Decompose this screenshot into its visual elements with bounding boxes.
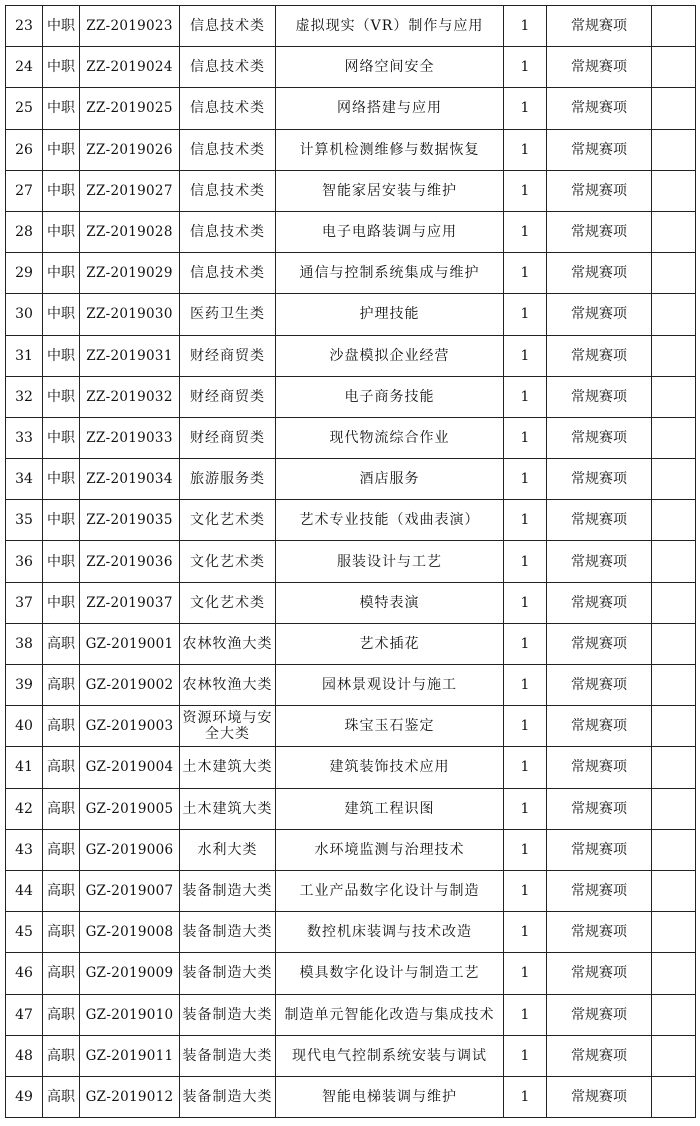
event-type-cell: 常规赛项 (547, 829, 652, 870)
count-cell: 1 (504, 335, 547, 376)
category-cell: 土木建筑大类 (180, 747, 276, 788)
table-row (6, 747, 696, 788)
row-number-cell: 48 (6, 1035, 43, 1076)
category-cell: 装备制造大类 (180, 912, 276, 953)
category-cell: 装备制造大类 (180, 994, 276, 1035)
edge-cell (652, 994, 696, 1035)
code-cell: ZZ-2019027 (80, 170, 180, 211)
row-number-cell: 37 (6, 582, 43, 623)
event-name-cell: 制造单元智能化改造与集成技术 (276, 994, 504, 1035)
event-name-cell: 护理技能 (276, 294, 504, 335)
edge-cell (652, 376, 696, 417)
row-number-cell: 32 (6, 376, 43, 417)
event-name-cell: 服装设计与工艺 (276, 541, 504, 582)
event-type-cell: 常规赛项 (547, 747, 652, 788)
code-cell: GZ-2019004 (80, 747, 180, 788)
category-cell: 旅游服务类 (180, 459, 276, 500)
row-number-cell: 35 (6, 500, 43, 541)
event-type-cell: 常规赛项 (547, 706, 652, 747)
edge-cell (652, 6, 696, 47)
event-type-cell: 常规赛项 (547, 129, 652, 170)
row-number-cell: 41 (6, 747, 43, 788)
event-type-cell: 常规赛项 (547, 6, 652, 47)
category-cell: 财经商贸类 (180, 376, 276, 417)
count-cell: 1 (504, 870, 547, 911)
count-cell: 1 (504, 582, 547, 623)
event-name-cell: 工业产品数字化设计与制造 (276, 870, 504, 911)
level-cell: 中职 (43, 541, 80, 582)
level-cell: 中职 (43, 582, 80, 623)
table-row (6, 665, 696, 706)
event-name-cell: 通信与控制系统集成与维护 (276, 253, 504, 294)
row-number-cell: 39 (6, 665, 43, 706)
edge-cell (652, 870, 696, 911)
event-name-cell: 数控机床装调与技术改造 (276, 912, 504, 953)
level-cell: 中职 (43, 88, 80, 129)
event-type-cell: 常规赛项 (547, 912, 652, 953)
count-cell: 1 (504, 1035, 547, 1076)
competition-table (5, 5, 696, 1118)
event-name-cell: 计算机检测维修与数据恢复 (276, 129, 504, 170)
level-cell: 中职 (43, 253, 80, 294)
code-cell: ZZ-2019034 (80, 459, 180, 500)
count-cell: 1 (504, 88, 547, 129)
count-cell: 1 (504, 912, 547, 953)
table-row (6, 376, 696, 417)
level-cell: 中职 (43, 500, 80, 541)
category-cell: 水利大类 (180, 829, 276, 870)
edge-cell (652, 706, 696, 747)
level-cell: 高职 (43, 912, 80, 953)
edge-cell (652, 953, 696, 994)
event-name-cell: 艺术插花 (276, 623, 504, 664)
event-type-cell: 常规赛项 (547, 665, 652, 706)
row-number-cell: 43 (6, 829, 43, 870)
level-cell: 高职 (43, 1035, 80, 1076)
edge-cell (652, 500, 696, 541)
level-cell: 高职 (43, 994, 80, 1035)
event-name-cell: 模具数字化设计与制造工艺 (276, 953, 504, 994)
category-cell: 文化艺术类 (180, 500, 276, 541)
count-cell: 1 (504, 129, 547, 170)
category-cell: 文化艺术类 (180, 541, 276, 582)
code-cell: GZ-2019005 (80, 788, 180, 829)
count-cell: 1 (504, 1076, 547, 1117)
event-name-cell: 电子电路装调与应用 (276, 211, 504, 252)
table-row (6, 170, 696, 211)
code-cell: ZZ-2019029 (80, 253, 180, 294)
count-cell: 1 (504, 623, 547, 664)
edge-cell (652, 829, 696, 870)
count-cell: 1 (504, 459, 547, 500)
event-type-cell: 常规赛项 (547, 500, 652, 541)
table-row (6, 1076, 696, 1117)
count-cell: 1 (504, 376, 547, 417)
row-number-cell: 40 (6, 706, 43, 747)
row-number-cell: 46 (6, 953, 43, 994)
category-cell: 土木建筑大类 (180, 788, 276, 829)
event-name-cell: 酒店服务 (276, 459, 504, 500)
count-cell: 1 (504, 500, 547, 541)
row-number-cell: 25 (6, 88, 43, 129)
table-row (6, 1035, 696, 1076)
count-cell: 1 (504, 788, 547, 829)
code-cell: GZ-2019010 (80, 994, 180, 1035)
event-type-cell: 常规赛项 (547, 47, 652, 88)
level-cell: 高职 (43, 953, 80, 994)
table-row (6, 706, 696, 747)
row-number-cell: 44 (6, 870, 43, 911)
event-type-cell: 常规赛项 (547, 870, 652, 911)
category-cell: 信息技术类 (180, 253, 276, 294)
event-type-cell: 常规赛项 (547, 170, 652, 211)
level-cell: 高职 (43, 1076, 80, 1117)
code-cell: ZZ-2019032 (80, 376, 180, 417)
event-type-cell: 常规赛项 (547, 788, 652, 829)
row-number-cell: 47 (6, 994, 43, 1035)
row-number-cell: 29 (6, 253, 43, 294)
category-cell: 装备制造大类 (180, 1035, 276, 1076)
count-cell: 1 (504, 211, 547, 252)
category-cell: 信息技术类 (180, 211, 276, 252)
table-row (6, 829, 696, 870)
event-type-cell: 常规赛项 (547, 953, 652, 994)
edge-cell (652, 88, 696, 129)
category-cell: 财经商贸类 (180, 335, 276, 376)
edge-cell (652, 417, 696, 458)
category-cell: 信息技术类 (180, 47, 276, 88)
category-cell: 信息技术类 (180, 129, 276, 170)
edge-cell (652, 1035, 696, 1076)
edge-cell (652, 211, 696, 252)
level-cell: 中职 (43, 129, 80, 170)
edge-cell (652, 665, 696, 706)
code-cell: GZ-2019011 (80, 1035, 180, 1076)
event-name-cell: 电子商务技能 (276, 376, 504, 417)
table-row (6, 129, 696, 170)
level-cell: 中职 (43, 170, 80, 211)
row-number-cell: 26 (6, 129, 43, 170)
table-body (6, 6, 696, 1118)
row-number-cell: 38 (6, 623, 43, 664)
edge-cell (652, 335, 696, 376)
edge-cell (652, 912, 696, 953)
row-number-cell: 49 (6, 1076, 43, 1117)
row-number-cell: 28 (6, 211, 43, 252)
level-cell: 中职 (43, 335, 80, 376)
event-type-cell: 常规赛项 (547, 88, 652, 129)
code-cell: ZZ-2019035 (80, 500, 180, 541)
event-name-cell: 水环境监测与治理技术 (276, 829, 504, 870)
category-cell: 财经商贸类 (180, 417, 276, 458)
event-type-cell: 常规赛项 (547, 459, 652, 500)
code-cell: ZZ-2019028 (80, 211, 180, 252)
event-type-cell: 常规赛项 (547, 376, 652, 417)
code-cell: ZZ-2019023 (80, 6, 180, 47)
category-cell: 农林牧渔大类 (180, 623, 276, 664)
event-type-cell: 常规赛项 (547, 541, 652, 582)
category-cell: 农林牧渔大类 (180, 665, 276, 706)
count-cell: 1 (504, 6, 547, 47)
row-number-cell: 27 (6, 170, 43, 211)
event-name-cell: 智能家居安装与维护 (276, 170, 504, 211)
count-cell: 1 (504, 665, 547, 706)
table-row (6, 294, 696, 335)
count-cell: 1 (504, 994, 547, 1035)
level-cell: 中职 (43, 459, 80, 500)
count-cell: 1 (504, 829, 547, 870)
edge-cell (652, 170, 696, 211)
count-cell: 1 (504, 706, 547, 747)
event-type-cell: 常规赛项 (547, 335, 652, 376)
edge-cell (652, 541, 696, 582)
edge-cell (652, 623, 696, 664)
count-cell: 1 (504, 417, 547, 458)
table-row (6, 335, 696, 376)
level-cell: 高职 (43, 747, 80, 788)
code-cell: ZZ-2019036 (80, 541, 180, 582)
code-cell: GZ-2019001 (80, 623, 180, 664)
code-cell: ZZ-2019026 (80, 129, 180, 170)
count-cell: 1 (504, 294, 547, 335)
level-cell: 中职 (43, 417, 80, 458)
level-cell: 高职 (43, 623, 80, 664)
edge-cell (652, 1076, 696, 1117)
row-number-cell: 23 (6, 6, 43, 47)
code-cell: ZZ-2019025 (80, 88, 180, 129)
table-row (6, 994, 696, 1035)
event-name-cell: 网络空间安全 (276, 47, 504, 88)
code-cell: ZZ-2019037 (80, 582, 180, 623)
edge-cell (652, 788, 696, 829)
event-type-cell: 常规赛项 (547, 294, 652, 335)
count-cell: 1 (504, 541, 547, 582)
event-type-cell: 常规赛项 (547, 623, 652, 664)
row-number-cell: 33 (6, 417, 43, 458)
category-cell: 医药卫生类 (180, 294, 276, 335)
level-cell: 高职 (43, 870, 80, 911)
event-type-cell: 常规赛项 (547, 1035, 652, 1076)
count-cell: 1 (504, 170, 547, 211)
count-cell: 1 (504, 253, 547, 294)
event-type-cell: 常规赛项 (547, 253, 652, 294)
category-cell: 信息技术类 (180, 88, 276, 129)
level-cell: 高职 (43, 788, 80, 829)
table-row (6, 47, 696, 88)
row-number-cell: 42 (6, 788, 43, 829)
code-cell: ZZ-2019033 (80, 417, 180, 458)
edge-cell (652, 459, 696, 500)
event-name-cell: 珠宝玉石鉴定 (276, 706, 504, 747)
code-cell: ZZ-2019024 (80, 47, 180, 88)
event-name-cell: 智能电梯装调与维护 (276, 1076, 504, 1117)
level-cell: 中职 (43, 211, 80, 252)
event-name-cell: 艺术专业技能（戏曲表演） (276, 500, 504, 541)
event-type-cell: 常规赛项 (547, 417, 652, 458)
row-number-cell: 34 (6, 459, 43, 500)
category-cell: 装备制造大类 (180, 1076, 276, 1117)
edge-cell (652, 47, 696, 88)
row-number-cell: 36 (6, 541, 43, 582)
category-cell: 装备制造大类 (180, 870, 276, 911)
table-row (6, 211, 696, 252)
category-cell: 信息技术类 (180, 170, 276, 211)
code-cell: ZZ-2019030 (80, 294, 180, 335)
table-row (6, 870, 696, 911)
table-row (6, 500, 696, 541)
event-name-cell: 网络搭建与应用 (276, 88, 504, 129)
table-row (6, 582, 696, 623)
level-cell: 中职 (43, 6, 80, 47)
code-cell: GZ-2019009 (80, 953, 180, 994)
event-name-cell: 沙盘模拟企业经营 (276, 335, 504, 376)
code-cell: ZZ-2019031 (80, 335, 180, 376)
level-cell: 高职 (43, 706, 80, 747)
edge-cell (652, 294, 696, 335)
table-row (6, 88, 696, 129)
edge-cell (652, 129, 696, 170)
event-name-cell: 现代电气控制系统安装与调试 (276, 1035, 504, 1076)
count-cell: 1 (504, 953, 547, 994)
table-row (6, 912, 696, 953)
row-number-cell: 30 (6, 294, 43, 335)
category-cell: 文化艺术类 (180, 582, 276, 623)
event-type-cell: 常规赛项 (547, 582, 652, 623)
level-cell: 中职 (43, 47, 80, 88)
category-cell: 装备制造大类 (180, 953, 276, 994)
count-cell: 1 (504, 747, 547, 788)
table-row (6, 953, 696, 994)
event-name-cell: 虚拟现实（VR）制作与应用 (276, 6, 504, 47)
event-name-cell: 建筑装饰技术应用 (276, 747, 504, 788)
row-number-cell: 31 (6, 335, 43, 376)
table-row (6, 541, 696, 582)
edge-cell (652, 253, 696, 294)
table-row (6, 623, 696, 664)
table-row (6, 417, 696, 458)
event-name-cell: 建筑工程识图 (276, 788, 504, 829)
code-cell: GZ-2019002 (80, 665, 180, 706)
code-cell: GZ-2019006 (80, 829, 180, 870)
table-row (6, 459, 696, 500)
row-number-cell: 45 (6, 912, 43, 953)
code-cell: GZ-2019012 (80, 1076, 180, 1117)
category-cell: 信息技术类 (180, 6, 276, 47)
event-name-cell: 模特表演 (276, 582, 504, 623)
row-number-cell: 24 (6, 47, 43, 88)
table-row (6, 6, 696, 47)
edge-cell (652, 747, 696, 788)
event-type-cell: 常规赛项 (547, 1076, 652, 1117)
event-name-cell: 现代物流综合作业 (276, 417, 504, 458)
code-cell: GZ-2019007 (80, 870, 180, 911)
level-cell: 高职 (43, 665, 80, 706)
level-cell: 中职 (43, 294, 80, 335)
edge-cell (652, 582, 696, 623)
event-name-cell: 园林景观设计与施工 (276, 665, 504, 706)
table-row (6, 253, 696, 294)
level-cell: 高职 (43, 829, 80, 870)
event-type-cell: 常规赛项 (547, 211, 652, 252)
level-cell: 中职 (43, 376, 80, 417)
table-row (6, 788, 696, 829)
count-cell: 1 (504, 47, 547, 88)
code-cell: GZ-2019003 (80, 706, 180, 747)
code-cell: GZ-2019008 (80, 912, 180, 953)
event-type-cell: 常规赛项 (547, 994, 652, 1035)
category-cell: 资源环境与安全大类 (180, 706, 276, 747)
